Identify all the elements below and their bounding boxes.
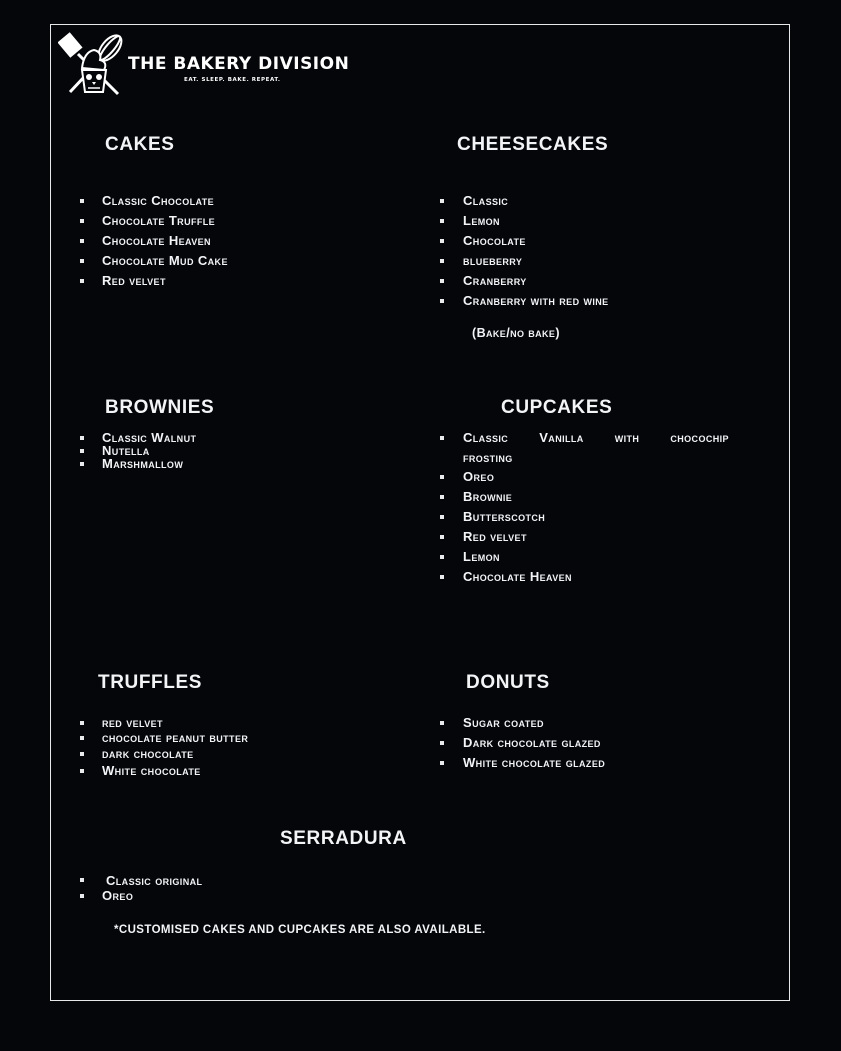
list-item: Marshmallow — [102, 456, 184, 471]
bake-note: (Bake/no bake) — [472, 326, 560, 340]
bullet-icon — [80, 239, 84, 243]
bullet-icon — [440, 575, 444, 579]
bullet-icon — [440, 199, 444, 203]
list-item: Red velvet — [102, 273, 166, 288]
list-item: Chocolate Heaven — [102, 233, 211, 248]
bullet-icon — [80, 752, 84, 756]
list-item: Oreo — [463, 469, 495, 484]
list-item-word: chocochip — [670, 430, 729, 445]
list-item: Classic Chocolate — [102, 193, 215, 208]
section-title-truffles: TRUFFLES — [98, 672, 203, 693]
bullet-icon — [440, 555, 444, 559]
list-item: Classic Walnut — [102, 430, 197, 445]
list-item — [463, 430, 729, 445]
bullet-icon — [440, 436, 444, 440]
bullet-icon — [440, 279, 444, 283]
brand-logo — [58, 30, 350, 100]
bullet-icon — [80, 462, 84, 466]
bullet-icon — [80, 436, 84, 440]
list-item: Nutella — [102, 443, 150, 458]
list-item: Chocolate Mud Cake — [102, 253, 228, 268]
list-item-wrap: frosting — [463, 450, 513, 465]
bullet-icon — [440, 299, 444, 303]
bullet-icon — [80, 199, 84, 203]
list-item: Lemon — [463, 549, 500, 564]
list-item: Cranberry with red wine — [463, 293, 609, 308]
list-item: Chocolate — [463, 233, 526, 248]
list-item: Brownie — [463, 489, 513, 504]
bullet-icon — [440, 219, 444, 223]
bullet-icon — [80, 279, 84, 283]
list-item: Red velvet — [463, 529, 527, 544]
list-item-word: Classic — [463, 430, 509, 445]
list-item: Classic original — [106, 873, 203, 888]
list-item-word: with — [614, 430, 640, 445]
customised-note: *CUSTOMISED CAKES AND CUPCAKES ARE ALSO AVAILABLE. — [114, 924, 486, 936]
list-item: Butterscotch — [463, 509, 546, 524]
list-item: Oreo — [102, 888, 134, 903]
list-item: White chocolate glazed — [463, 755, 606, 770]
bullet-icon — [80, 736, 84, 740]
section-title-serradura: SERRADURA — [280, 828, 407, 849]
section-title-cheesecakes: CHEESECAKES — [457, 134, 609, 155]
bullet-icon — [80, 769, 84, 773]
list-item: Classic — [463, 193, 509, 208]
menu-frame — [50, 24, 790, 1001]
brand-name: THE BAKERY DIVISION — [128, 54, 350, 74]
list-item: Chocolate Heaven — [463, 569, 572, 584]
list-item: Cranberry — [463, 273, 527, 288]
list-item: dark chocolate — [102, 746, 194, 761]
list-item: Chocolate Truffle — [102, 213, 216, 228]
bullet-icon — [440, 535, 444, 539]
bullet-icon — [80, 219, 84, 223]
list-item: chocolate peanut butter — [102, 730, 249, 745]
bullet-icon — [440, 515, 444, 519]
bullet-icon — [440, 259, 444, 263]
list-item: White chocolate — [102, 763, 201, 778]
bullet-icon — [440, 239, 444, 243]
section-title-cupcakes: CUPCAKES — [501, 397, 613, 418]
section-title-donuts: DONUTS — [466, 672, 550, 693]
bullet-icon — [440, 761, 444, 765]
bullet-icon — [440, 495, 444, 499]
list-item-word: Vanilla — [539, 430, 584, 445]
list-item: Dark chocolate glazed — [463, 735, 601, 750]
section-title-brownies: BROWNIES — [105, 397, 215, 418]
bullet-icon — [80, 259, 84, 263]
list-item: red velvet — [102, 715, 163, 730]
brand-tagline: EAT. SLEEP. BAKE. REPEAT. — [184, 77, 281, 83]
bullet-icon — [440, 741, 444, 745]
bullet-icon — [440, 475, 444, 479]
section-title-cakes: CAKES — [105, 134, 175, 155]
bullet-icon — [80, 721, 84, 725]
list-item: Lemon — [463, 213, 500, 228]
bullet-icon — [80, 449, 84, 453]
bullet-icon — [440, 721, 444, 725]
list-item: blueberry — [463, 253, 523, 268]
bullet-icon — [80, 878, 84, 882]
list-item: Sugar coated — [463, 715, 544, 730]
bullet-icon — [80, 894, 84, 898]
cupcake-skull-spatula-whisk-icon — [58, 30, 130, 98]
